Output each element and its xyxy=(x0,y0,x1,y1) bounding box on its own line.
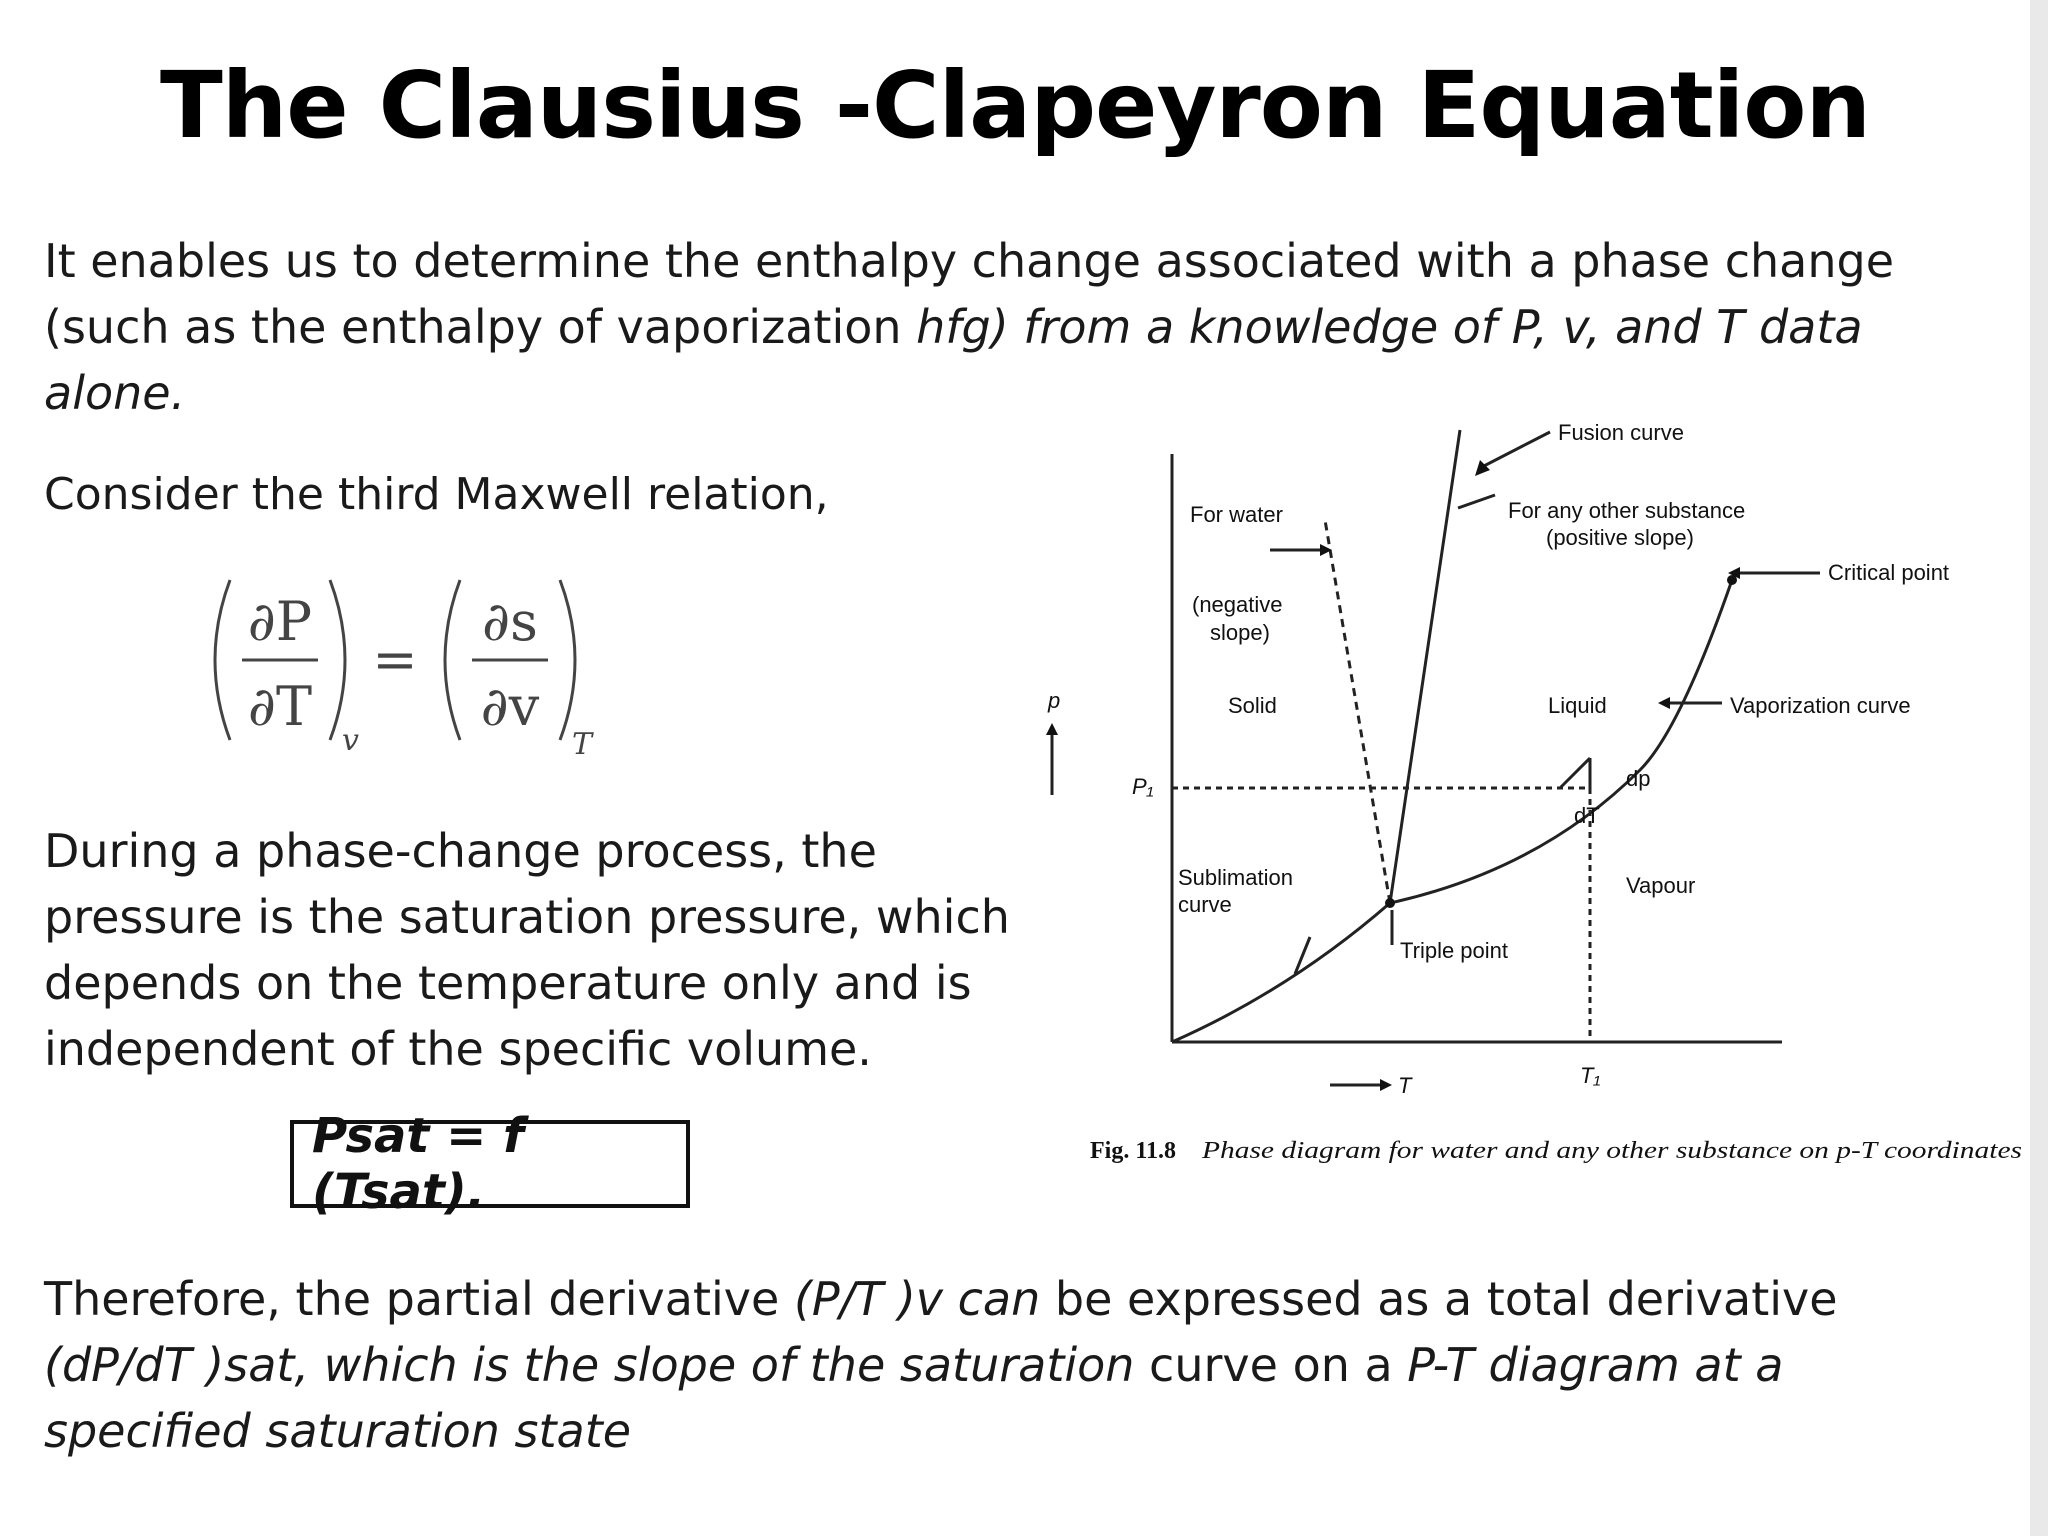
triple-point-marker xyxy=(1385,898,1395,908)
liquid-region-label: Liquid xyxy=(1548,693,1607,718)
vapour-region-label: Vapour xyxy=(1626,873,1696,898)
fusion-curve-water xyxy=(1325,520,1390,903)
negative-slope-label-2: slope) xyxy=(1210,620,1270,645)
rhs-denominator: ∂v xyxy=(480,675,540,738)
right-edge-strip xyxy=(2030,0,2048,1536)
fusion-curve-label: Fusion curve xyxy=(1558,420,1684,445)
equals-sign: = xyxy=(372,628,418,691)
phase-diagram xyxy=(1048,390,2030,1180)
phase-change-paragraph: During a phase-change process, the pressure is the saturation pressure, which depends on the temperature only and is independent of the specific volume. xyxy=(44,824,1010,1076)
figure-caption-label: Fig. 11.8 xyxy=(1090,1138,1177,1164)
t1-label: T₁ xyxy=(1580,1063,1601,1088)
sublimation-curve xyxy=(1172,903,1390,1042)
sublimation-label-1: Sublimation xyxy=(1178,865,1293,890)
therefore-text-1: Therefore, the partial derivative xyxy=(44,1272,794,1326)
lhs-denominator: ∂T xyxy=(248,675,312,738)
maxwell-intro: Consider the third Maxwell relation, xyxy=(44,469,829,520)
slide-title: The Clausius -Clapeyron Equation xyxy=(159,52,1871,159)
therefore-text-6: P-T diagram at a specified saturation state xyxy=(44,1338,1784,1458)
pressure-axis-label: p xyxy=(1048,688,1061,713)
therefore-paragraph xyxy=(44,1266,1994,1464)
temperature-axis-label: T xyxy=(1398,1073,1412,1098)
psat-equation: Psat = f (Tsat). xyxy=(312,1108,524,1220)
figure-caption-text: Phase diagram for water and any other substance on p-T coordinates xyxy=(1200,1138,2022,1164)
rhs-subscript: T xyxy=(572,727,593,762)
therefore-text-2: (P/T )v can xyxy=(793,1272,1041,1326)
psat-equation-box xyxy=(290,1108,690,1220)
lhs-subscript: v xyxy=(342,723,359,758)
sublimation-label-2: curve xyxy=(1178,892,1232,917)
intro-text-regular: It enables us to determine the enthalpy change associated with a phase change (such as the enthalpy of vaporization xyxy=(44,234,1894,354)
negative-slope-label-1: (negative xyxy=(1192,592,1283,617)
intro-text-italic: hfg) from a knowledge of P, v, and T data alone. xyxy=(44,300,1863,420)
solid-region-label: Solid xyxy=(1228,693,1277,718)
vaporization-curve-label: Vaporization curve xyxy=(1730,693,1911,718)
other-substance-label-1: For any other substance xyxy=(1508,498,1746,523)
other-substance-label-2: (positive slope) xyxy=(1546,525,1694,550)
rhs-numerator: ∂s xyxy=(482,590,538,653)
p1-label: P₁ xyxy=(1132,774,1154,799)
therefore-text-4: (dP/dT )sat, which is the slope of the saturation xyxy=(44,1338,1135,1392)
for-water-label: For water xyxy=(1190,502,1283,527)
critical-point-label: Critical point xyxy=(1828,560,1950,585)
therefore-text-3: be expressed as a total derivative xyxy=(1040,1272,1838,1326)
therefore-text-5: curve on a xyxy=(1134,1338,1408,1392)
triple-point-label: Triple point xyxy=(1400,938,1509,963)
vaporization-curve xyxy=(1390,580,1732,903)
dp-label: dp xyxy=(1626,766,1651,791)
lhs-numerator: ∂P xyxy=(247,590,313,653)
maxwell-relation-equation xyxy=(200,560,660,760)
dt-label: dT xyxy=(1574,803,1600,828)
fusion-curve-positive xyxy=(1390,430,1460,903)
